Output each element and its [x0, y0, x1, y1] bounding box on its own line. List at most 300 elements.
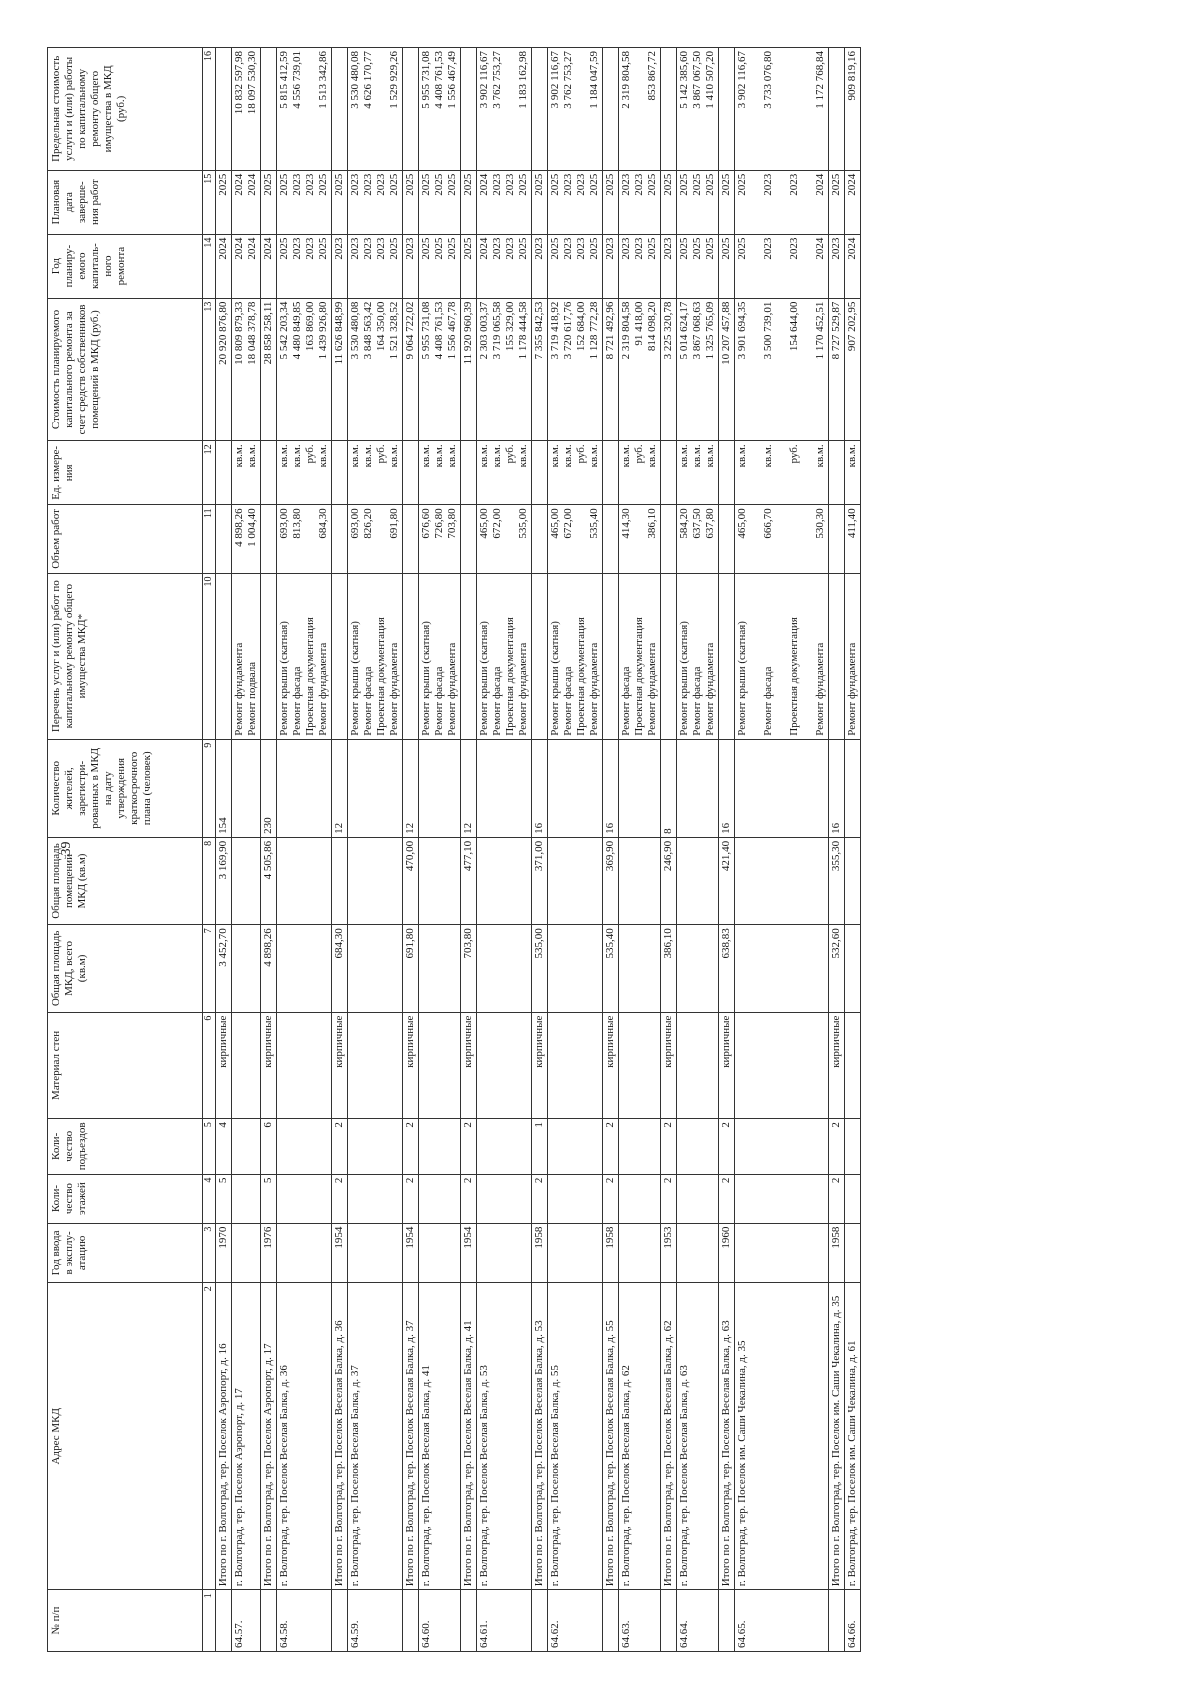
repair-plan-table — [47, 47, 861, 1652]
end-date-cell: 2025 — [403, 170, 419, 234]
end-date-cell: 2024 2024 — [232, 170, 261, 234]
row-number: 64.60. — [419, 1590, 461, 1652]
unit-cell — [719, 441, 735, 505]
limit-cost-cell — [403, 48, 419, 171]
table-row-total — [216, 48, 232, 1652]
cost-cell: 28 858 258,11 — [261, 298, 277, 441]
entrances-cell — [477, 1119, 532, 1174]
address-cell: г. Волгоград, тер. Поселок Аэропорт, д. 17 — [232, 1283, 261, 1590]
column-number: 8 — [203, 837, 216, 924]
table-body — [216, 48, 861, 1652]
column-header: Количество жителей, зарегистри-рованных в МКД на дату утверждения краткосрочного плана (человек) — [48, 739, 203, 837]
column-header: № п/п — [48, 1590, 203, 1652]
column-number: 5 — [203, 1119, 216, 1174]
unit-cell — [261, 441, 277, 505]
plan-year-cell: 2023 2023 2023 2025 — [348, 234, 403, 298]
unit-cell: кв.м. кв.м. руб. кв.м. — [277, 441, 332, 505]
unit-cell — [829, 441, 845, 505]
address-cell: Итого по г. Волгоград, тер. Поселок Веселая Балка, д. 63 — [719, 1283, 735, 1590]
entrances-cell — [277, 1119, 332, 1174]
column-header: Общая площадь МКД, всего (кв.м) — [48, 925, 203, 1012]
unit-cell — [403, 441, 419, 505]
works-list-cell — [332, 573, 348, 739]
end-date-cell: 2025 — [216, 170, 232, 234]
entrances-cell: 2 — [829, 1119, 845, 1174]
works-list-cell — [829, 573, 845, 739]
end-date-cell: 2025 — [532, 170, 548, 234]
work-volume-cell — [829, 505, 845, 573]
address-cell: г. Волгоград, тер. Поселок им. Саши Чекалина, д. 35 — [735, 1283, 829, 1590]
column-number: 11 — [203, 505, 216, 573]
plan-year-cell: 2025 — [719, 234, 735, 298]
plan-year-cell: 2025 2025 2025 — [419, 234, 461, 298]
work-volume-cell: 693,00 826,20 691,80 — [348, 505, 403, 573]
works-list-cell — [603, 573, 619, 739]
plan-year-cell: 2025 2023 2023 2025 — [548, 234, 603, 298]
plan-year-cell: 2025 2023 2023 2024 — [735, 234, 829, 298]
column-number: 9 — [203, 739, 216, 837]
residents-cell: 230 — [261, 739, 277, 837]
row-number: 64.62. — [548, 1590, 603, 1652]
address-cell: Итого по г. Волгоград, тер. Поселок Веселая Балка, д. 55 — [603, 1283, 619, 1590]
unit-cell — [603, 441, 619, 505]
year-cell: 1954 — [461, 1223, 477, 1283]
column-header: Объем работ — [48, 505, 203, 573]
unit-cell: кв.м. — [845, 441, 861, 505]
address-cell: г. Волгоград, тер. Поселок им. Саши Чекалина, д. 61 — [845, 1283, 861, 1590]
limit-cost-cell — [532, 48, 548, 171]
residents-cell: 16 — [829, 739, 845, 837]
works-list-cell: Ремонт фасада Проектная документация Ремонт фундамента — [619, 573, 661, 739]
residents-cell — [619, 739, 661, 837]
table-row-item — [232, 48, 261, 1652]
column-number: 13 — [203, 298, 216, 441]
row-number — [332, 1590, 348, 1652]
plan-year-cell: 2023 — [829, 234, 845, 298]
residents-cell: 16 — [532, 739, 548, 837]
plan-year-cell: 2025 2025 2025 — [677, 234, 719, 298]
floors-cell — [845, 1174, 861, 1223]
year-cell: 1954 — [403, 1223, 419, 1283]
unit-cell: кв.м. кв.м. руб. кв.м. — [477, 441, 532, 505]
work-volume-cell — [461, 505, 477, 573]
row-number: 64.66. — [845, 1590, 861, 1652]
unit-cell — [332, 441, 348, 505]
end-date-cell: 2025 — [603, 170, 619, 234]
total-area-cell: 691,80 — [403, 925, 419, 1012]
premises-area-cell — [348, 837, 403, 924]
year-cell — [348, 1223, 403, 1283]
column-header: Ед. измере-ния — [48, 441, 203, 505]
total-area-cell — [735, 925, 829, 1012]
wall-material-cell — [277, 1012, 332, 1119]
limit-cost-cell: 3 902 116,67 3 733 076,80 1 172 768,84 — [735, 48, 829, 171]
unit-cell — [216, 441, 232, 505]
work-volume-cell — [403, 505, 419, 573]
premises-area-cell — [677, 837, 719, 924]
residents-cell: 12 — [403, 739, 419, 837]
work-volume-cell — [719, 505, 735, 573]
year-cell: 1958 — [829, 1223, 845, 1283]
work-volume-cell — [661, 505, 677, 573]
column-header: Адрес МКД — [48, 1283, 203, 1590]
works-list-cell — [719, 573, 735, 739]
total-area-cell: 535,40 — [603, 925, 619, 1012]
premises-area-cell: 355,30 — [829, 837, 845, 924]
wall-material-cell — [419, 1012, 461, 1119]
entrances-cell — [348, 1119, 403, 1174]
premises-area-cell — [548, 837, 603, 924]
cost-cell: 5 955 731,08 4 408 761,53 1 556 467,78 — [419, 298, 461, 441]
premises-area-cell: 3 169,90 — [216, 837, 232, 924]
row-number: 64.61. — [477, 1590, 532, 1652]
address-cell: г. Волгоград, тер. Поселок Веселая Балка, д. 36 — [277, 1283, 332, 1590]
plan-year-cell: 2023 — [661, 234, 677, 298]
row-number — [829, 1590, 845, 1652]
table-row-total — [461, 48, 477, 1652]
year-cell: 1976 — [261, 1223, 277, 1283]
premises-area-cell — [477, 837, 532, 924]
plan-year-cell: 2023 — [403, 234, 419, 298]
residents-cell: 12 — [332, 739, 348, 837]
column-header: Предельная стоимость услуги и (или) работы по капитальному ремонту общего имущества в МКД (руб.) — [48, 48, 203, 171]
limit-cost-cell: 3 530 480,08 4 626 170,77 1 529 929,26 — [348, 48, 403, 171]
year-cell: 1958 — [603, 1223, 619, 1283]
header-row — [48, 48, 203, 1652]
cost-cell: 3 719 418,92 3 720 617,76 152 684,00 1 128 772,28 — [548, 298, 603, 441]
floors-cell: 2 — [403, 1174, 419, 1223]
wall-material-cell — [348, 1012, 403, 1119]
address-cell: Итого по г. Волгоград, тер. Поселок Аэропорт, д. 16 — [216, 1283, 232, 1590]
premises-area-cell: 369,90 — [603, 837, 619, 924]
address-cell: г. Волгоград, тер. Поселок Веселая Балка, д. 55 — [548, 1283, 603, 1590]
year-cell: 1954 — [332, 1223, 348, 1283]
address-cell: г. Волгоград, тер. Поселок Веселая Балка, д. 62 — [619, 1283, 661, 1590]
limit-cost-cell — [661, 48, 677, 171]
entrances-cell — [845, 1119, 861, 1174]
floors-cell — [619, 1174, 661, 1223]
works-list-cell: Ремонт крыши (скатная) Ремонт фасада Проектная документация Ремонт фундамента — [277, 573, 332, 739]
floors-cell: 2 — [332, 1174, 348, 1223]
table-row-item — [548, 48, 603, 1652]
floors-cell — [277, 1174, 332, 1223]
floors-cell: 2 — [829, 1174, 845, 1223]
unit-cell: кв.м. руб. кв.м. — [619, 441, 661, 505]
column-header: Стоимость планируемого капитального ремонта за счет средств собственников помещений в МКД (руб.) — [48, 298, 203, 441]
total-area-cell: 535,00 — [532, 925, 548, 1012]
column-number: 4 — [203, 1174, 216, 1223]
cost-cell: 10 809 879,33 18 048 378,78 — [232, 298, 261, 441]
cost-cell: 3 901 694,35 3 500 739,01 154 644,00 1 170 452,51 — [735, 298, 829, 441]
limit-cost-cell — [603, 48, 619, 171]
end-date-cell: 2024 — [845, 170, 861, 234]
floors-cell — [677, 1174, 719, 1223]
residents-cell — [232, 739, 261, 837]
row-number — [216, 1590, 232, 1652]
total-area-cell — [677, 925, 719, 1012]
cost-cell: 8 721 492,96 — [603, 298, 619, 441]
address-cell: Итого по г. Волгоград, тер. Поселок Веселая Балка, д. 41 — [461, 1283, 477, 1590]
entrances-cell: 4 — [216, 1119, 232, 1174]
wall-material-cell — [619, 1012, 661, 1119]
floors-cell — [548, 1174, 603, 1223]
residents-cell — [548, 739, 603, 837]
unit-cell: кв.м. кв.м. кв.м. — [419, 441, 461, 505]
cost-cell: 11 626 848,99 — [332, 298, 348, 441]
wall-material-cell: кирпичные — [461, 1012, 477, 1119]
floors-cell: 2 — [461, 1174, 477, 1223]
total-area-cell — [232, 925, 261, 1012]
entrances-cell: 2 — [403, 1119, 419, 1174]
entrances-cell: 2 — [661, 1119, 677, 1174]
end-date-cell: 2025 2023 2023 2025 — [548, 170, 603, 234]
address-cell: г. Волгоград, тер. Поселок Веселая Балка, д. 41 — [419, 1283, 461, 1590]
plan-year-cell: 2023 2023 2025 — [619, 234, 661, 298]
work-volume-cell: 676,60 726,80 703,80 — [419, 505, 461, 573]
total-area-cell — [477, 925, 532, 1012]
cost-cell: 3 530 480,08 3 848 563,42 164 350,00 1 521 328,52 — [348, 298, 403, 441]
table-row-item — [735, 48, 829, 1652]
table-row-total — [719, 48, 735, 1652]
residents-cell — [348, 739, 403, 837]
row-number — [261, 1590, 277, 1652]
year-cell — [548, 1223, 603, 1283]
year-cell — [845, 1223, 861, 1283]
end-date-cell: 2023 2023 2023 2025 — [348, 170, 403, 234]
table-row-total — [603, 48, 619, 1652]
floors-cell: 2 — [603, 1174, 619, 1223]
entrances-cell — [548, 1119, 603, 1174]
premises-area-cell: 371,00 — [532, 837, 548, 924]
wall-material-cell — [677, 1012, 719, 1119]
work-volume-cell — [603, 505, 619, 573]
table-row-total — [403, 48, 419, 1652]
limit-cost-cell: 3 902 116,67 3 762 753,27 1 184 047,59 — [548, 48, 603, 171]
limit-cost-cell: 5 815 412,59 4 556 739,01 1 513 342,86 — [277, 48, 332, 171]
plan-year-cell: 2025 2023 2023 2025 — [277, 234, 332, 298]
floors-cell: 2 — [661, 1174, 677, 1223]
address-cell: Итого по г. Волгоград, тер. Поселок Веселая Балка, д. 53 — [532, 1283, 548, 1590]
address-cell: Итого по г. Волгоград, тер. Поселок Веселая Балка, д. 37 — [403, 1283, 419, 1590]
limit-cost-cell: 10 832 597,98 18 097 530,30 — [232, 48, 261, 171]
year-cell — [619, 1223, 661, 1283]
cost-cell: 3 225 320,78 — [661, 298, 677, 441]
column-number: 2 — [203, 1283, 216, 1590]
unit-cell — [532, 441, 548, 505]
cost-cell: 907 202,95 — [845, 298, 861, 441]
column-header: Общая площадь помещений МКД (кв.м) — [48, 837, 203, 924]
limit-cost-cell — [461, 48, 477, 171]
column-number: 14 — [203, 234, 216, 298]
column-number: 15 — [203, 170, 216, 234]
table-row-total — [332, 48, 348, 1652]
year-cell: 1953 — [661, 1223, 677, 1283]
work-volume-cell — [332, 505, 348, 573]
limit-cost-cell: 909 819,16 — [845, 48, 861, 171]
works-list-cell — [261, 573, 277, 739]
entrances-cell: 1 — [532, 1119, 548, 1174]
limit-cost-cell: 5 142 385,60 3 867 067,50 1 410 507,20 — [677, 48, 719, 171]
year-cell — [232, 1223, 261, 1283]
column-header: Коли-чество этажей — [48, 1174, 203, 1223]
end-date-cell: 2025 — [719, 170, 735, 234]
work-volume-cell — [261, 505, 277, 573]
plan-year-cell: 2024 2024 — [232, 234, 261, 298]
work-volume-cell: 4 898,26 1 004,40 — [232, 505, 261, 573]
wall-material-cell: кирпичные — [603, 1012, 619, 1119]
plan-year-cell: 2023 — [603, 234, 619, 298]
wall-material-cell: кирпичные — [332, 1012, 348, 1119]
unit-cell: кв.м. кв.м. руб. кв.м. — [548, 441, 603, 505]
floors-cell: 2 — [719, 1174, 735, 1223]
wall-material-cell: кирпичные — [719, 1012, 735, 1119]
column-number: 16 — [203, 48, 216, 171]
table-row-total — [532, 48, 548, 1652]
limit-cost-cell — [216, 48, 232, 171]
address-cell: Итого по г. Волгоград, тер. Поселок Аэропорт, д. 17 — [261, 1283, 277, 1590]
unit-cell: кв.м. кв.м. руб. кв.м. — [348, 441, 403, 505]
limit-cost-cell: 3 902 116,67 3 762 753,27 1 183 162,98 — [477, 48, 532, 171]
cost-cell: 2 319 804,58 91 418,00 814 098,20 — [619, 298, 661, 441]
works-list-cell — [532, 573, 548, 739]
premises-area-cell — [735, 837, 829, 924]
works-list-cell: Ремонт фундамента — [845, 573, 861, 739]
entrances-cell: 6 — [261, 1119, 277, 1174]
limit-cost-cell — [829, 48, 845, 171]
end-date-cell: 2024 2023 2023 2025 — [477, 170, 532, 234]
total-area-cell: 684,30 — [332, 925, 348, 1012]
row-number: 64.63. — [619, 1590, 661, 1652]
plan-year-cell: 2024 — [216, 234, 232, 298]
works-list-cell: Ремонт крыши (скатная) Ремонт фасада Ремонт фундамента — [419, 573, 461, 739]
premises-area-cell — [332, 837, 348, 924]
premises-area-cell: 477,10 — [461, 837, 477, 924]
column-header: Перечень услуг и (или) работ по капитальному ремонту общего имущества МКД* — [48, 573, 203, 739]
floors-cell — [477, 1174, 532, 1223]
plan-year-cell: 2025 — [461, 234, 477, 298]
unit-cell: кв.м. кв.м. руб. кв.м. — [735, 441, 829, 505]
wall-material-cell: кирпичные — [261, 1012, 277, 1119]
end-date-cell: 2025 — [332, 170, 348, 234]
table-row-total — [829, 48, 845, 1652]
table-row-item — [277, 48, 332, 1652]
column-number: 3 — [203, 1223, 216, 1283]
premises-area-cell — [419, 837, 461, 924]
total-area-cell — [419, 925, 461, 1012]
column-header: Год планиру-емого капиталь-ного ремонта — [48, 234, 203, 298]
year-cell — [277, 1223, 332, 1283]
works-list-cell: Ремонт фундамента Ремонт подвала — [232, 573, 261, 739]
plan-year-cell: 2023 — [532, 234, 548, 298]
residents-cell — [419, 739, 461, 837]
table-row-item — [619, 48, 661, 1652]
column-number: 7 — [203, 925, 216, 1012]
cost-cell: 5 014 624,17 3 867 068,63 1 325 765,09 — [677, 298, 719, 441]
row-number: 64.65. — [735, 1590, 829, 1652]
end-date-cell: 2025 — [261, 170, 277, 234]
cost-cell: 2 303 003,37 3 719 065,58 155 329,00 1 178 444,58 — [477, 298, 532, 441]
works-list-cell — [216, 573, 232, 739]
limit-cost-cell: 2 319 804,58 853 867,72 — [619, 48, 661, 171]
residents-cell: 8 — [661, 739, 677, 837]
plan-year-cell: 2024 2023 2023 2025 — [477, 234, 532, 298]
limit-cost-cell: 5 955 731,08 4 408 761,53 1 556 467,49 — [419, 48, 461, 171]
entrances-cell — [619, 1119, 661, 1174]
year-cell — [419, 1223, 461, 1283]
table-row-total — [261, 48, 277, 1652]
entrances-cell — [232, 1119, 261, 1174]
address-cell: г. Волгоград, тер. Поселок Веселая Балка, д. 37 — [348, 1283, 403, 1590]
wall-material-cell: кирпичные — [216, 1012, 232, 1119]
year-cell: 1960 — [719, 1223, 735, 1283]
year-cell — [735, 1223, 829, 1283]
year-cell: 1958 — [532, 1223, 548, 1283]
plan-year-cell: 2024 — [261, 234, 277, 298]
works-list-cell: Ремонт крыши (скатная) Ремонт фасада Проектная документация Ремонт фундамента — [477, 573, 532, 739]
row-number: 64.57. — [232, 1590, 261, 1652]
premises-area-cell — [232, 837, 261, 924]
works-list-cell — [461, 573, 477, 739]
work-volume-cell: 693,00 813,80 684,30 — [277, 505, 332, 573]
work-volume-cell: 465,00 666,70 530,30 — [735, 505, 829, 573]
works-list-cell: Ремонт крыши (скатная) Ремонт фасада Проектная документация Ремонт фундамента — [348, 573, 403, 739]
wall-material-cell: кирпичные — [532, 1012, 548, 1119]
unit-cell: кв.м. кв.м. — [232, 441, 261, 505]
row-number: 64.59. — [348, 1590, 403, 1652]
wall-material-cell: кирпичные — [403, 1012, 419, 1119]
unit-cell — [661, 441, 677, 505]
limit-cost-cell — [332, 48, 348, 171]
entrances-cell — [735, 1119, 829, 1174]
column-header: Год ввода в эксплу-атацию — [48, 1223, 203, 1283]
column-number-row — [203, 48, 216, 1652]
year-cell — [477, 1223, 532, 1283]
page-number: 39 — [59, 841, 74, 856]
total-area-cell: 532,60 — [829, 925, 845, 1012]
table-row-item — [845, 48, 861, 1652]
work-volume-cell: 411,40 — [845, 505, 861, 573]
wall-material-cell — [232, 1012, 261, 1119]
address-cell: Итого по г. Волгоград, тер. Поселок Веселая Балка, д. 36 — [332, 1283, 348, 1590]
limit-cost-cell — [719, 48, 735, 171]
floors-cell: 5 — [261, 1174, 277, 1223]
table-row-item — [419, 48, 461, 1652]
works-list-cell: Ремонт крыши (скатная) Ремонт фасада Ремонт фундамента — [677, 573, 719, 739]
works-list-cell — [403, 573, 419, 739]
total-area-cell — [277, 925, 332, 1012]
address-cell: г. Волгоград, тер. Поселок Веселая Балка, д. 53 — [477, 1283, 532, 1590]
residents-cell: 154 — [216, 739, 232, 837]
floors-cell: 2 — [532, 1174, 548, 1223]
year-cell: 1970 — [216, 1223, 232, 1283]
total-area-cell — [548, 925, 603, 1012]
wall-material-cell: кирпичные — [661, 1012, 677, 1119]
work-volume-cell — [532, 505, 548, 573]
premises-area-cell — [619, 837, 661, 924]
column-number: 10 — [203, 573, 216, 739]
cost-cell: 10 207 457,88 — [719, 298, 735, 441]
table-header — [48, 48, 216, 1652]
residents-cell — [845, 739, 861, 837]
cost-cell: 5 542 203,34 4 480 849,85 163 869,00 1 439 926,80 — [277, 298, 332, 441]
floors-cell: 5 — [216, 1174, 232, 1223]
residents-cell: 12 — [461, 739, 477, 837]
row-number — [603, 1590, 619, 1652]
premises-area-cell — [277, 837, 332, 924]
total-area-cell: 703,80 — [461, 925, 477, 1012]
works-list-cell — [661, 573, 677, 739]
work-volume-cell: 465,00 672,00 535,00 — [477, 505, 532, 573]
